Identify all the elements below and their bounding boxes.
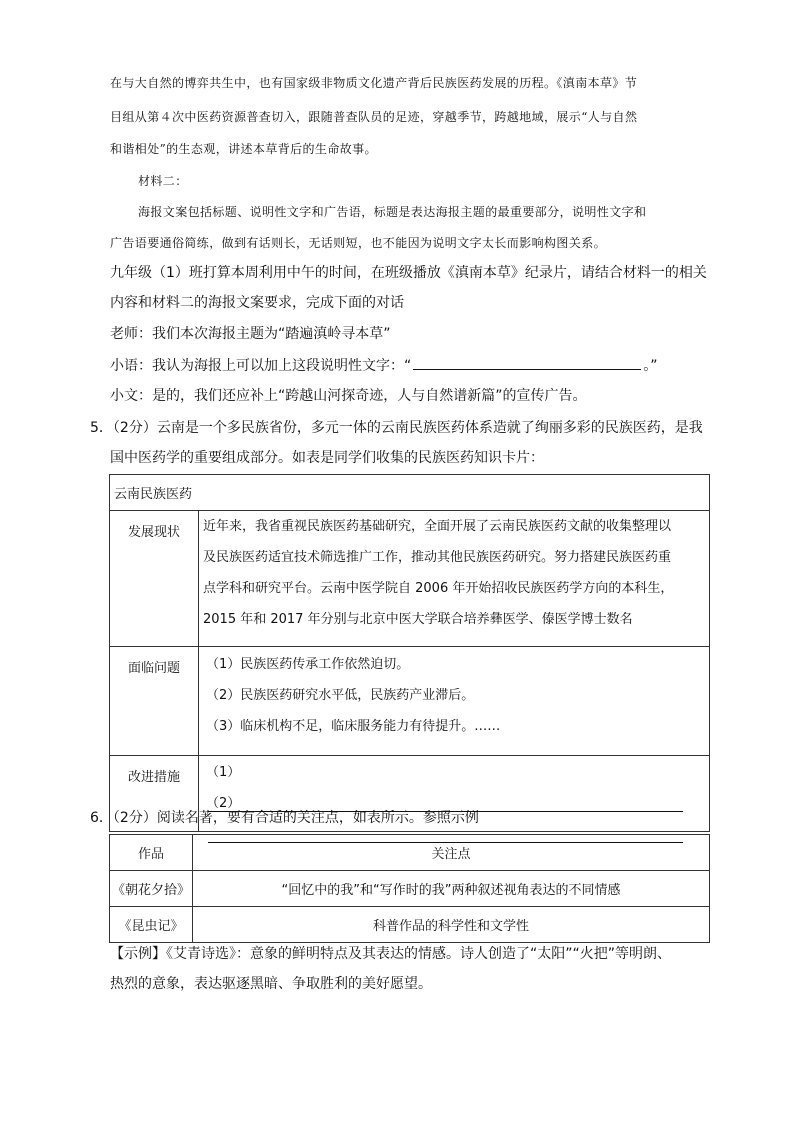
status-label: 发展现状 [110,511,199,647]
xiaoyu-suffix: 。” [643,358,658,374]
issues-label: 面临问题 [110,647,199,756]
row-focus: “回忆中的我”和“写作时的我”两种叙述视角表达的不同情感 [193,871,710,907]
q5-line-1: 5．（2分）云南是一个多民族省份，多元一体的云南民族医药体系造就了绚丽多彩的民族医药，是我 [90,420,703,436]
issue-item: （3）临床机构不足，临床服务能力有待提升。…… [206,719,501,734]
material2-title: 材料二： [138,174,188,188]
row-work: 《朝花夕拾》 [110,871,193,907]
example-line-2: 热烈的意象，表达驱逐黑暗、争取胜利的美好愿望。 [110,976,432,992]
card-title: 云南民族医药 [110,475,710,511]
xiaoyu-prefix: 小语：我认为海报上可以加上这段说明性文字：“ [110,358,412,374]
measure-item-1[interactable]: （1） [200,757,708,788]
issues-content [199,647,710,756]
measure-item-2[interactable]: （2） [200,788,708,819]
material2-line-2: 广告语要通俗简练，做到有话则长，无话则短，也不能因为说明文字太长而影响构图关系。 [110,236,607,250]
xiaowen-line: 小文：是的，我们还应补上“跨越山河探奇迹，人与自然谱新篇”的宣传广告。 [110,388,587,404]
teacher-line: 老师：我们本次海报主题为“踏遍滇岭寻本草” [110,326,391,342]
task-line-2: 内容和材料二的海报文案要求，完成下面的对话 [110,295,404,311]
row-work: 《昆虫记》 [110,907,193,943]
measures-label: 改进措施 [110,756,199,832]
q6-line-1: 6．（2分）阅读名著，要有合适的关注点，如表所示。参照示例 [90,810,479,826]
answer-blank[interactable] [413,355,641,370]
reading-table [109,834,710,943]
status-line: 及民族医药适宜技术筛选推广工作，推动其他民族医药研究。努力搭建民族医药重 [203,550,672,565]
status-line: 2015 年和 2017 年分别与北京中医大学联合培养彝医学、傣医学博士数名 [203,612,633,627]
issue-item: （1）民族医药传承工作依然迫切。 [206,657,410,672]
header-work: 作品 [110,835,193,871]
status-line: 近年来，我省重视民族医药基础研究，全面开展了云南民族医药文献的收集整理以 [203,519,672,534]
medicine-card-table [109,474,710,832]
row-focus: 科普作品的科学性和文学性 [193,907,710,943]
example-line-1: 【示例】《艾青诗选》：意象的鲜明特点及其表达的情感。诗人创造了“太阳”“火把”等明朗、 [110,946,672,962]
material2-line-1: 海报文案包括标题、说明性文字和广告语，标题是表达海报主题的最重要部分，说明性文字和 [138,205,647,219]
header-focus: 关注点 [193,835,710,871]
material1-line-3: 和谐相处”的生态观，讲述本草背后的生命故事。 [110,142,377,156]
task-line-1: 九年级（1）班打算本周利用中午的时间，在班级播放《滇南本草》纪录片，请结合材料一的相关 [110,265,707,281]
material1-line-1: 在与大自然的博弈共生中，也有国家级非物质文化遗产背后民族医药发展的历程。《滇南本草》节 [110,76,638,90]
q5-line-2: 国中医药学的重要组成部分。如表是同学们收集的民族医药知识卡片： [110,450,544,466]
xiaoyu-line [110,355,710,376]
issue-item: （2）民族医药研究水平低，民族药产业滞后。 [206,688,475,703]
material1-line-2: 目组从第４次中医药资源普查切入，跟随普查队员的足迹，穿越季节，跨越地域，展示“人与自然 [110,110,638,124]
status-line: 点学科和研究平台。云南中医学院自 2006 年开始招收民族医药学方向的本科生， [203,581,674,596]
status-content [199,511,710,647]
